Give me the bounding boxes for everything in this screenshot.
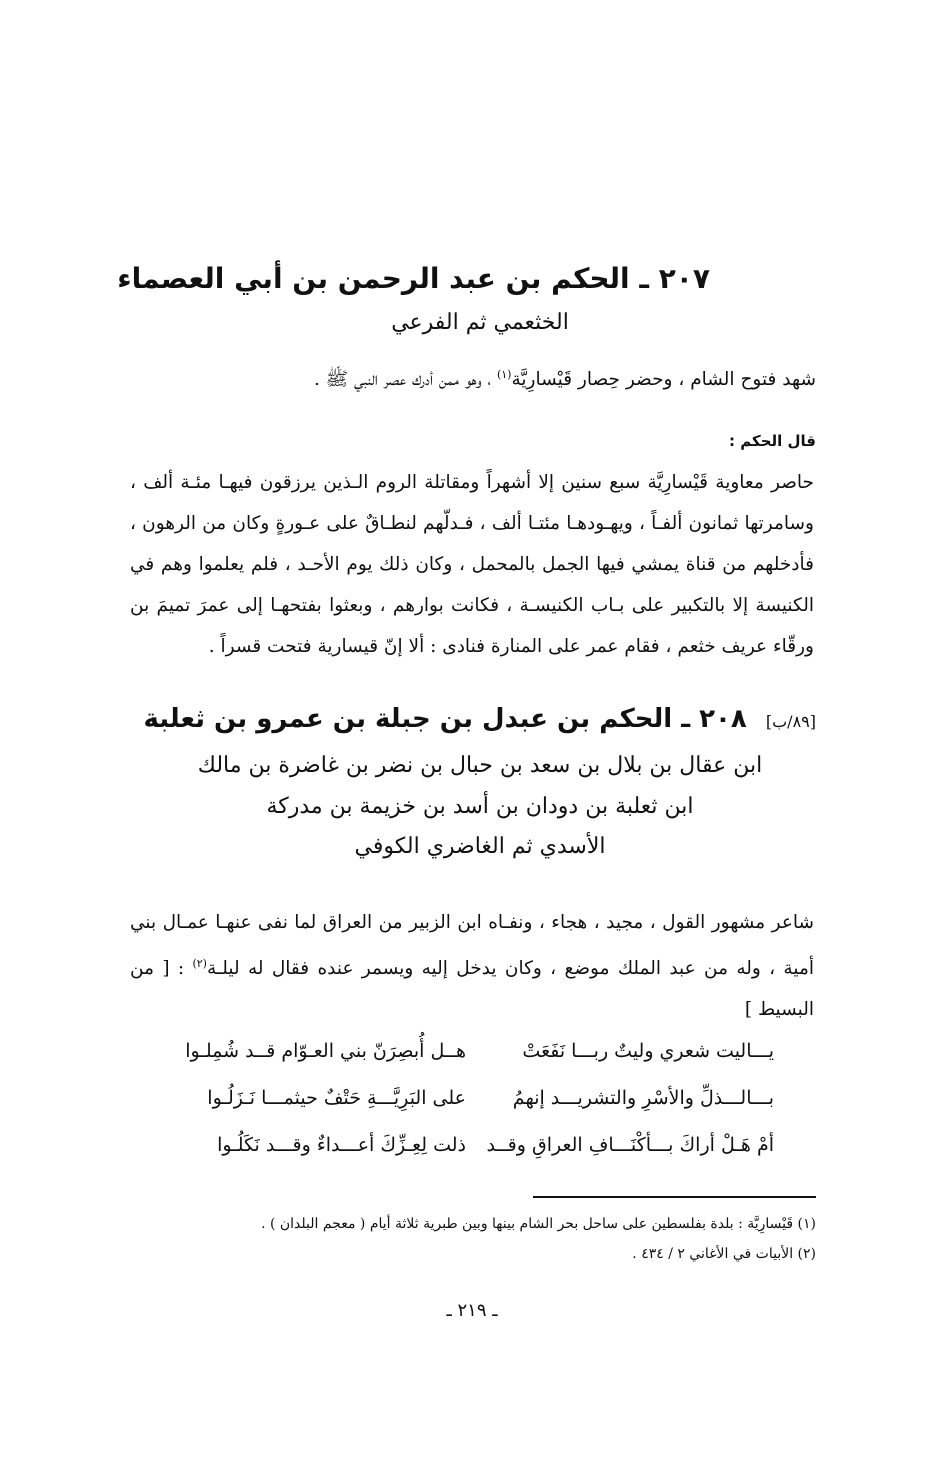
- verse-3-first: أمْ هَـلْ أراكَ بـــأكْنَـــافِ العراقِ وقــد: [486, 1134, 774, 1156]
- lineage-line-2: ابن ثعلبة بن دودان بن أسد بن خزيمة بن مدركة: [266, 794, 694, 819]
- entry-207-paragraph: حاصر معاوية قَيْسارِيَّة سبع سنين إلا أشهراً ومقاتلة الروم الـذين يرزقون فيهـا مئـة ألف ، وسامرتها ثمانون ألفـاً ، ويهـودهـا مئتـا ألف ، فـدلّهم لنطـاقٌ على عـورةٍ وكان من الرهون ، فأدخلهم من قناة يمشي فيها الجمل بالمحمل ، وكان ذلك يوم الأحـد ، فلم يعلموا وهم في الكنيسة إلا بالتكبير على بـاب الكنيسـة ، فكانت بوارهم ، وبعثوا بفتحهـا إلى عمرَ تميمَ بن ورقّاء عريف خثعم ، فقام عمر على المنارة فنادى : ألا إنّ قيسارية فتحت قسراً .: [130, 472, 814, 657]
- entry-208-meter: : [ من البسيط ]: [130, 958, 814, 1021]
- verse-2-first: بـــالـــذلِّ والأسْرِ والتشريـــد إنهمُ: [512, 1087, 774, 1109]
- footnote-ref-1[interactable]: (١): [496, 368, 512, 381]
- lineage-line-3: الأسدي ثم الغاضري الكوفي: [354, 834, 606, 859]
- entry-207-intro: [314, 368, 816, 395]
- footnote-separator: [533, 1196, 816, 1198]
- entry-208-heading: [144, 704, 816, 734]
- entry-207-intro-end: ، وهو ممن أدرك عصر النبي ﷺ .: [314, 369, 497, 391]
- verse-1-first: يـــاليت شعري وليتٌ ربـــا نَفَعَتْ: [522, 1040, 774, 1062]
- footnote-2: (٢) الأبيات في الأغاني ٢ / ٤٣٤ .: [632, 1246, 816, 1262]
- entry-208-title: ٢٠٨ ـ الحكم بن عبدل بن جبلة بن عمرو بن ثعلبة: [143, 704, 747, 734]
- page-number: ـ ٢١٩ ـ: [446, 1300, 498, 1321]
- footnote-1: (١) قَيْسارِيَّة : بلدة بفلسطين على ساحل بحر الشام بينها وبين طبرية ثلاثة أيام ( معجم البلدان ) .: [261, 1216, 816, 1232]
- verse-3-second: ذلت لِعِـزِّكَ أعـــداءٌ وقـــد نَكَلُـوا: [217, 1134, 466, 1156]
- entry-207-intro-text: شهد فتوح الشام ، وحضر حِصار قَيْسارِيَّة: [511, 369, 816, 391]
- speaker-label: قال الحكم :: [729, 432, 816, 450]
- entry-207-title: ٢٠٧ ـ الحكم بن عبد الرحمن بن أبي العصماء: [117, 262, 710, 295]
- lineage-line-1: ابن عقال بن بلال بن سعد بن حبال بن نضر بن غاضرة بن مالك: [197, 753, 763, 778]
- entry-207-subtitle: الخثعمي ثم الفرعي: [391, 310, 569, 335]
- verse-1-second: هــل أُبصِرَنّ بني العـوّام قــد شُمِلـوا: [185, 1040, 466, 1062]
- entry-208-paragraph-text: شاعر مشهور القول ، مجيد ، هجاء ، ونفـاه ابن الزبير من العراق لما نفى عنهـا عمـال بني أمية ، وله من عبد الملك موضع ، وكان يدخل إليه ويسمر عنده فقال له ليلـة: [130, 912, 814, 980]
- footnote-ref-2[interactable]: (٢): [192, 957, 207, 970]
- folio-marker: [٨٩/ب]: [765, 712, 816, 731]
- entry-208-paragraph: [130, 902, 814, 1030]
- verse-2-second: على البَرِيَّـــةِ حَتْفٌ حيثمـــا نَـزَلُـوا: [207, 1087, 466, 1109]
